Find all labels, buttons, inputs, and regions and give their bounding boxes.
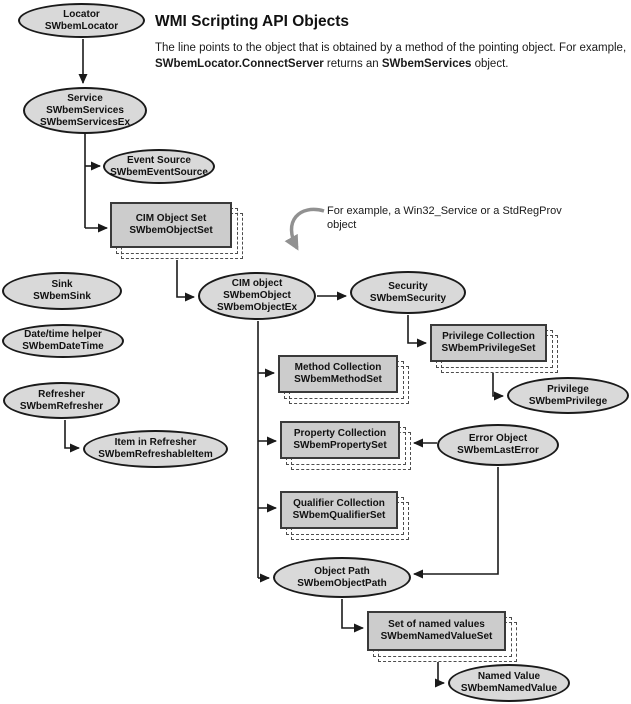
node-label: Locator bbox=[63, 8, 100, 20]
node-class: SWbemEventSource bbox=[110, 166, 208, 178]
node-error-object[interactable] bbox=[437, 424, 559, 466]
node-event-source[interactable] bbox=[103, 149, 215, 184]
node-class: SWbemServices bbox=[46, 104, 124, 116]
node-object-path[interactable] bbox=[273, 557, 411, 598]
node-label: Named Value bbox=[477, 671, 541, 682]
page-title: WMI Scripting API Objects bbox=[155, 13, 350, 30]
node-class: SWbemSink bbox=[33, 291, 91, 302]
node-item-in-refresher[interactable] bbox=[83, 430, 228, 468]
description-text: returns an bbox=[323, 57, 382, 70]
description-bold-connectserver: SWbemLocator.ConnectServer bbox=[155, 57, 324, 70]
node-class: SWbemLocator bbox=[44, 20, 119, 32]
node-cim-object-set[interactable] bbox=[110, 202, 232, 248]
description-text: The line points to the object that is obtained by a method of the pointing object. For example, bbox=[155, 42, 627, 54]
node-label: Qualifier Collection bbox=[293, 498, 385, 509]
node-class: SWbemPropertySet bbox=[293, 440, 387, 451]
node-label: Method Collection bbox=[294, 362, 382, 373]
node-security[interactable] bbox=[350, 271, 466, 314]
node-class: SWbemPrivilege bbox=[528, 395, 608, 407]
node-class: SWbemRefresher bbox=[19, 400, 104, 412]
callout-annotation: For example, a Win32_Service or a StdRegProv object bbox=[327, 205, 562, 231]
node-label: Object Path bbox=[314, 565, 370, 577]
node-method-collection[interactable] bbox=[278, 355, 398, 393]
node-class: SWbemMethodSet bbox=[294, 374, 382, 385]
node-class: SWbemSecurity bbox=[369, 292, 447, 304]
node-label: Service bbox=[67, 92, 103, 104]
arrow-refresher-to-item bbox=[65, 420, 79, 448]
node-class: SWbemRefreshableItem bbox=[98, 449, 213, 460]
arrow-namedvalueset-to-namedvalue bbox=[438, 662, 444, 683]
description-text: object. bbox=[471, 57, 509, 70]
arrow-security-to-privilegeset bbox=[408, 315, 426, 343]
node-class: SWbemNamedValue bbox=[460, 683, 558, 694]
node-class: SWbemObjectEx bbox=[216, 302, 298, 313]
node-class: SWbemObjectPath bbox=[297, 577, 387, 589]
node-class: SWbemObject bbox=[223, 290, 291, 301]
node-label: Privilege Collection bbox=[442, 331, 535, 342]
node-label: CIM Object Set bbox=[135, 213, 207, 224]
node-service[interactable] bbox=[23, 87, 147, 134]
node-label: Property Collection bbox=[293, 428, 387, 439]
node-class: SWbemNamedValueSet bbox=[380, 631, 493, 642]
node-sink[interactable] bbox=[2, 272, 122, 310]
node-named-value[interactable] bbox=[448, 664, 570, 702]
node-class: SWbemPrivilegeSet bbox=[441, 343, 536, 354]
node-class: SWbemDateTime bbox=[22, 341, 104, 352]
node-class: SWbemServicesEx bbox=[39, 116, 131, 128]
node-label: Security bbox=[388, 280, 428, 292]
node-label: Sink bbox=[51, 279, 73, 290]
node-locator[interactable] bbox=[18, 3, 145, 38]
node-class: SWbemObjectSet bbox=[129, 225, 213, 236]
node-class: SWbemLastError bbox=[457, 445, 539, 456]
node-label: Refresher bbox=[38, 388, 85, 400]
gray-callout-arrow bbox=[292, 209, 324, 248]
node-property-collection[interactable] bbox=[280, 421, 400, 459]
arrow-lasterror-to-objectpath bbox=[414, 467, 498, 574]
node-class: SWbemQualifierSet bbox=[292, 510, 386, 521]
diagram-description bbox=[155, 41, 629, 72]
node-qualifier-collection[interactable] bbox=[280, 491, 398, 529]
node-cim-object[interactable] bbox=[198, 272, 316, 320]
node-label: Privilege bbox=[547, 383, 589, 395]
node-label: Item in Refresher bbox=[114, 437, 197, 448]
node-label: Error Object bbox=[468, 433, 528, 444]
node-datetime-helper[interactable] bbox=[2, 324, 124, 358]
arrow-privilegeset-to-privilege bbox=[493, 373, 503, 396]
node-label: Event Source bbox=[127, 154, 191, 166]
arrow-objectpath-to-namedvalueset bbox=[342, 599, 363, 628]
description-bold-services: SWbemServices bbox=[381, 57, 472, 70]
node-named-value-set[interactable] bbox=[367, 611, 506, 651]
node-label: Date/time helper bbox=[24, 329, 102, 340]
arrow-objectset-to-cimobject bbox=[177, 260, 194, 297]
node-privilege-collection[interactable] bbox=[430, 324, 547, 362]
node-label: Set of named values bbox=[388, 619, 485, 630]
node-label: CIM object bbox=[231, 278, 283, 289]
node-refresher[interactable] bbox=[3, 382, 120, 419]
node-privilege[interactable] bbox=[507, 377, 629, 414]
